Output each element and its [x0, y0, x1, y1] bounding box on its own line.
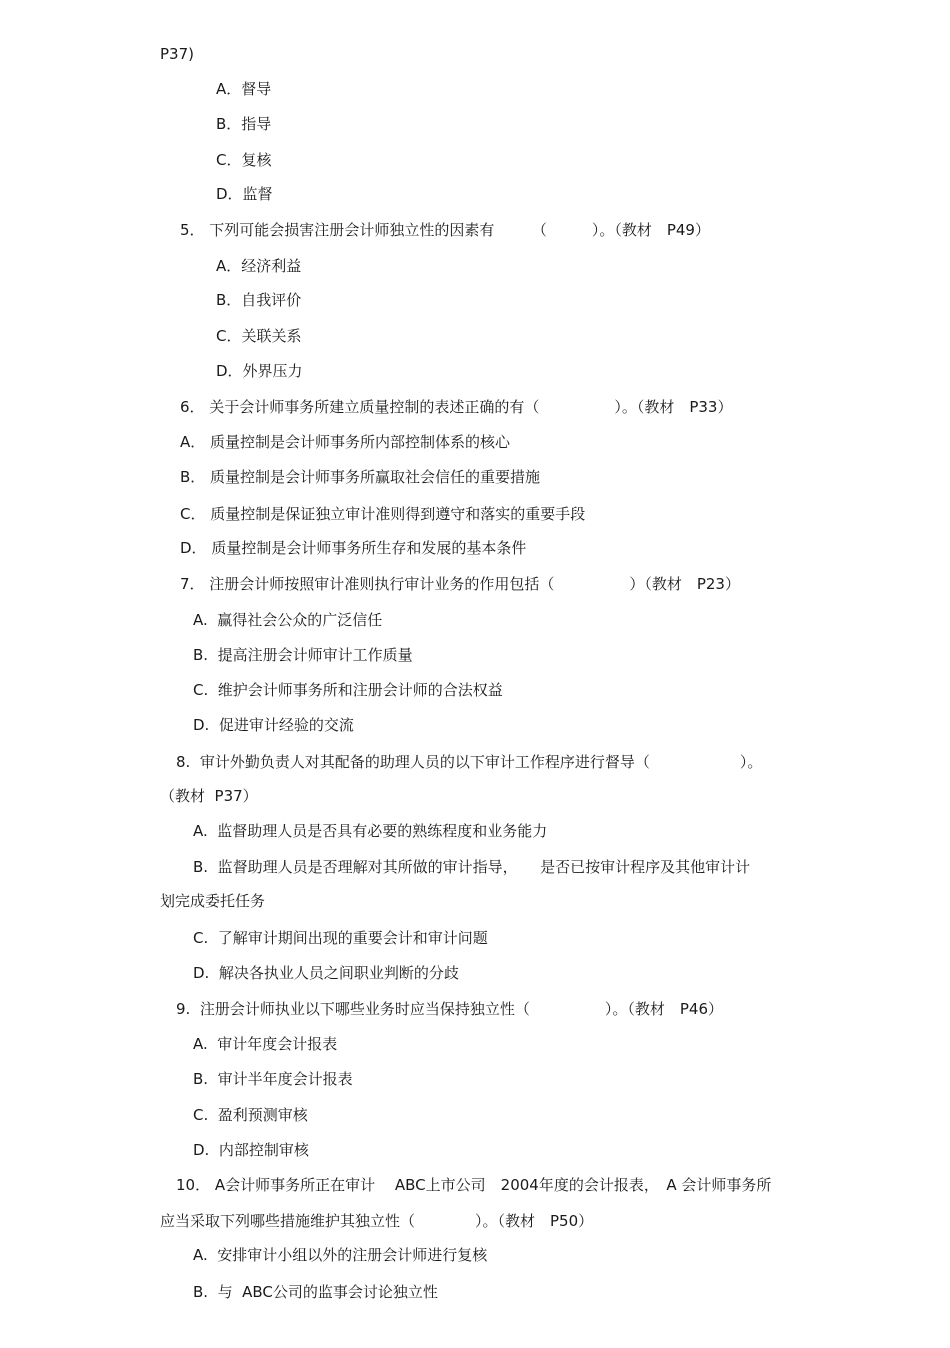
- option-line: B. 审计半年度会计报表: [193, 1070, 353, 1088]
- option-line: D．外界压力: [216, 362, 303, 380]
- question-line: 7． 注册会计师按照审计准则执行审计业务的作用包括（ ）（教材 P23）: [180, 575, 740, 593]
- option-line: B. 与 ABC公司的监事会讨论独立性: [193, 1283, 438, 1301]
- text-line: P37): [160, 45, 194, 63]
- text-line: 应当采取下列哪些措施维护其独立性（ ）。（教材 P50）: [160, 1212, 594, 1230]
- option-line: C． 质量控制是保证独立审计准则得到遵守和落实的重要手段: [180, 505, 586, 523]
- option-line: D. 内部控制审核: [193, 1141, 309, 1159]
- option-line: A．经济利益: [216, 257, 302, 275]
- option-line: B. 提高注册会计师审计工作质量: [193, 646, 413, 664]
- question-line: 6． 关于会计师事务所建立质量控制的表述正确的有（ ）。（教材 P33）: [180, 398, 733, 416]
- option-line: C．关联关系: [216, 327, 302, 345]
- option-line: A．督导: [216, 80, 272, 98]
- question-line: 5． 下列可能会损害注册会计师独立性的因素有 （ ）。（教材 P49）: [180, 221, 710, 239]
- text-line: （教材 P37）: [160, 787, 258, 805]
- text-line: 划完成委托任务: [160, 892, 266, 910]
- option-line: A. 赢得社会公众的广泛信任: [193, 611, 383, 629]
- question-line: 10． A会计师事务所正在审计 ABC上市公司 2004年度的会计报表， A 会计师事务所: [176, 1176, 772, 1194]
- option-line: A. 安排审计小组以外的注册会计师进行复核: [193, 1246, 488, 1264]
- option-line: D． 质量控制是会计师事务所生存和发展的基本条件: [180, 539, 527, 557]
- option-line: B．自我评价: [216, 291, 302, 309]
- option-line: B． 质量控制是会计师事务所赢取社会信任的重要措施: [180, 468, 541, 486]
- option-line: C. 维护会计师事务所和注册会计师的合法权益: [193, 681, 503, 699]
- option-line: D. 促进审计经验的交流: [193, 716, 354, 734]
- question-line: 9. 注册会计师执业以下哪些业务时应当保持独立性（ ）。（教材 P46）: [176, 1000, 723, 1018]
- option-line: B．指导: [216, 115, 272, 133]
- option-line: B. 监督助理人员是否理解对其所做的审计指导， 是否已按审计程序及其他审计计: [193, 858, 751, 876]
- option-line: D. 解决各执业人员之间职业判断的分歧: [193, 964, 459, 982]
- option-line: A． 质量控制是会计师事务所内部控制体系的核心: [180, 433, 511, 451]
- option-line: C．复核: [216, 151, 272, 169]
- option-line: A. 监督助理人员是否具有必要的熟练程度和业务能力: [193, 822, 548, 840]
- option-line: D．监督: [216, 185, 273, 203]
- question-line: 8. 审计外勤负责人对其配备的助理人员的以下审计工作程序进行督导（ ）。: [176, 753, 763, 771]
- option-line: C. 了解审计期间出现的重要会计和审计问题: [193, 929, 488, 947]
- option-line: A. 审计年度会计报表: [193, 1035, 338, 1053]
- option-line: C. 盈利预测审核: [193, 1106, 308, 1124]
